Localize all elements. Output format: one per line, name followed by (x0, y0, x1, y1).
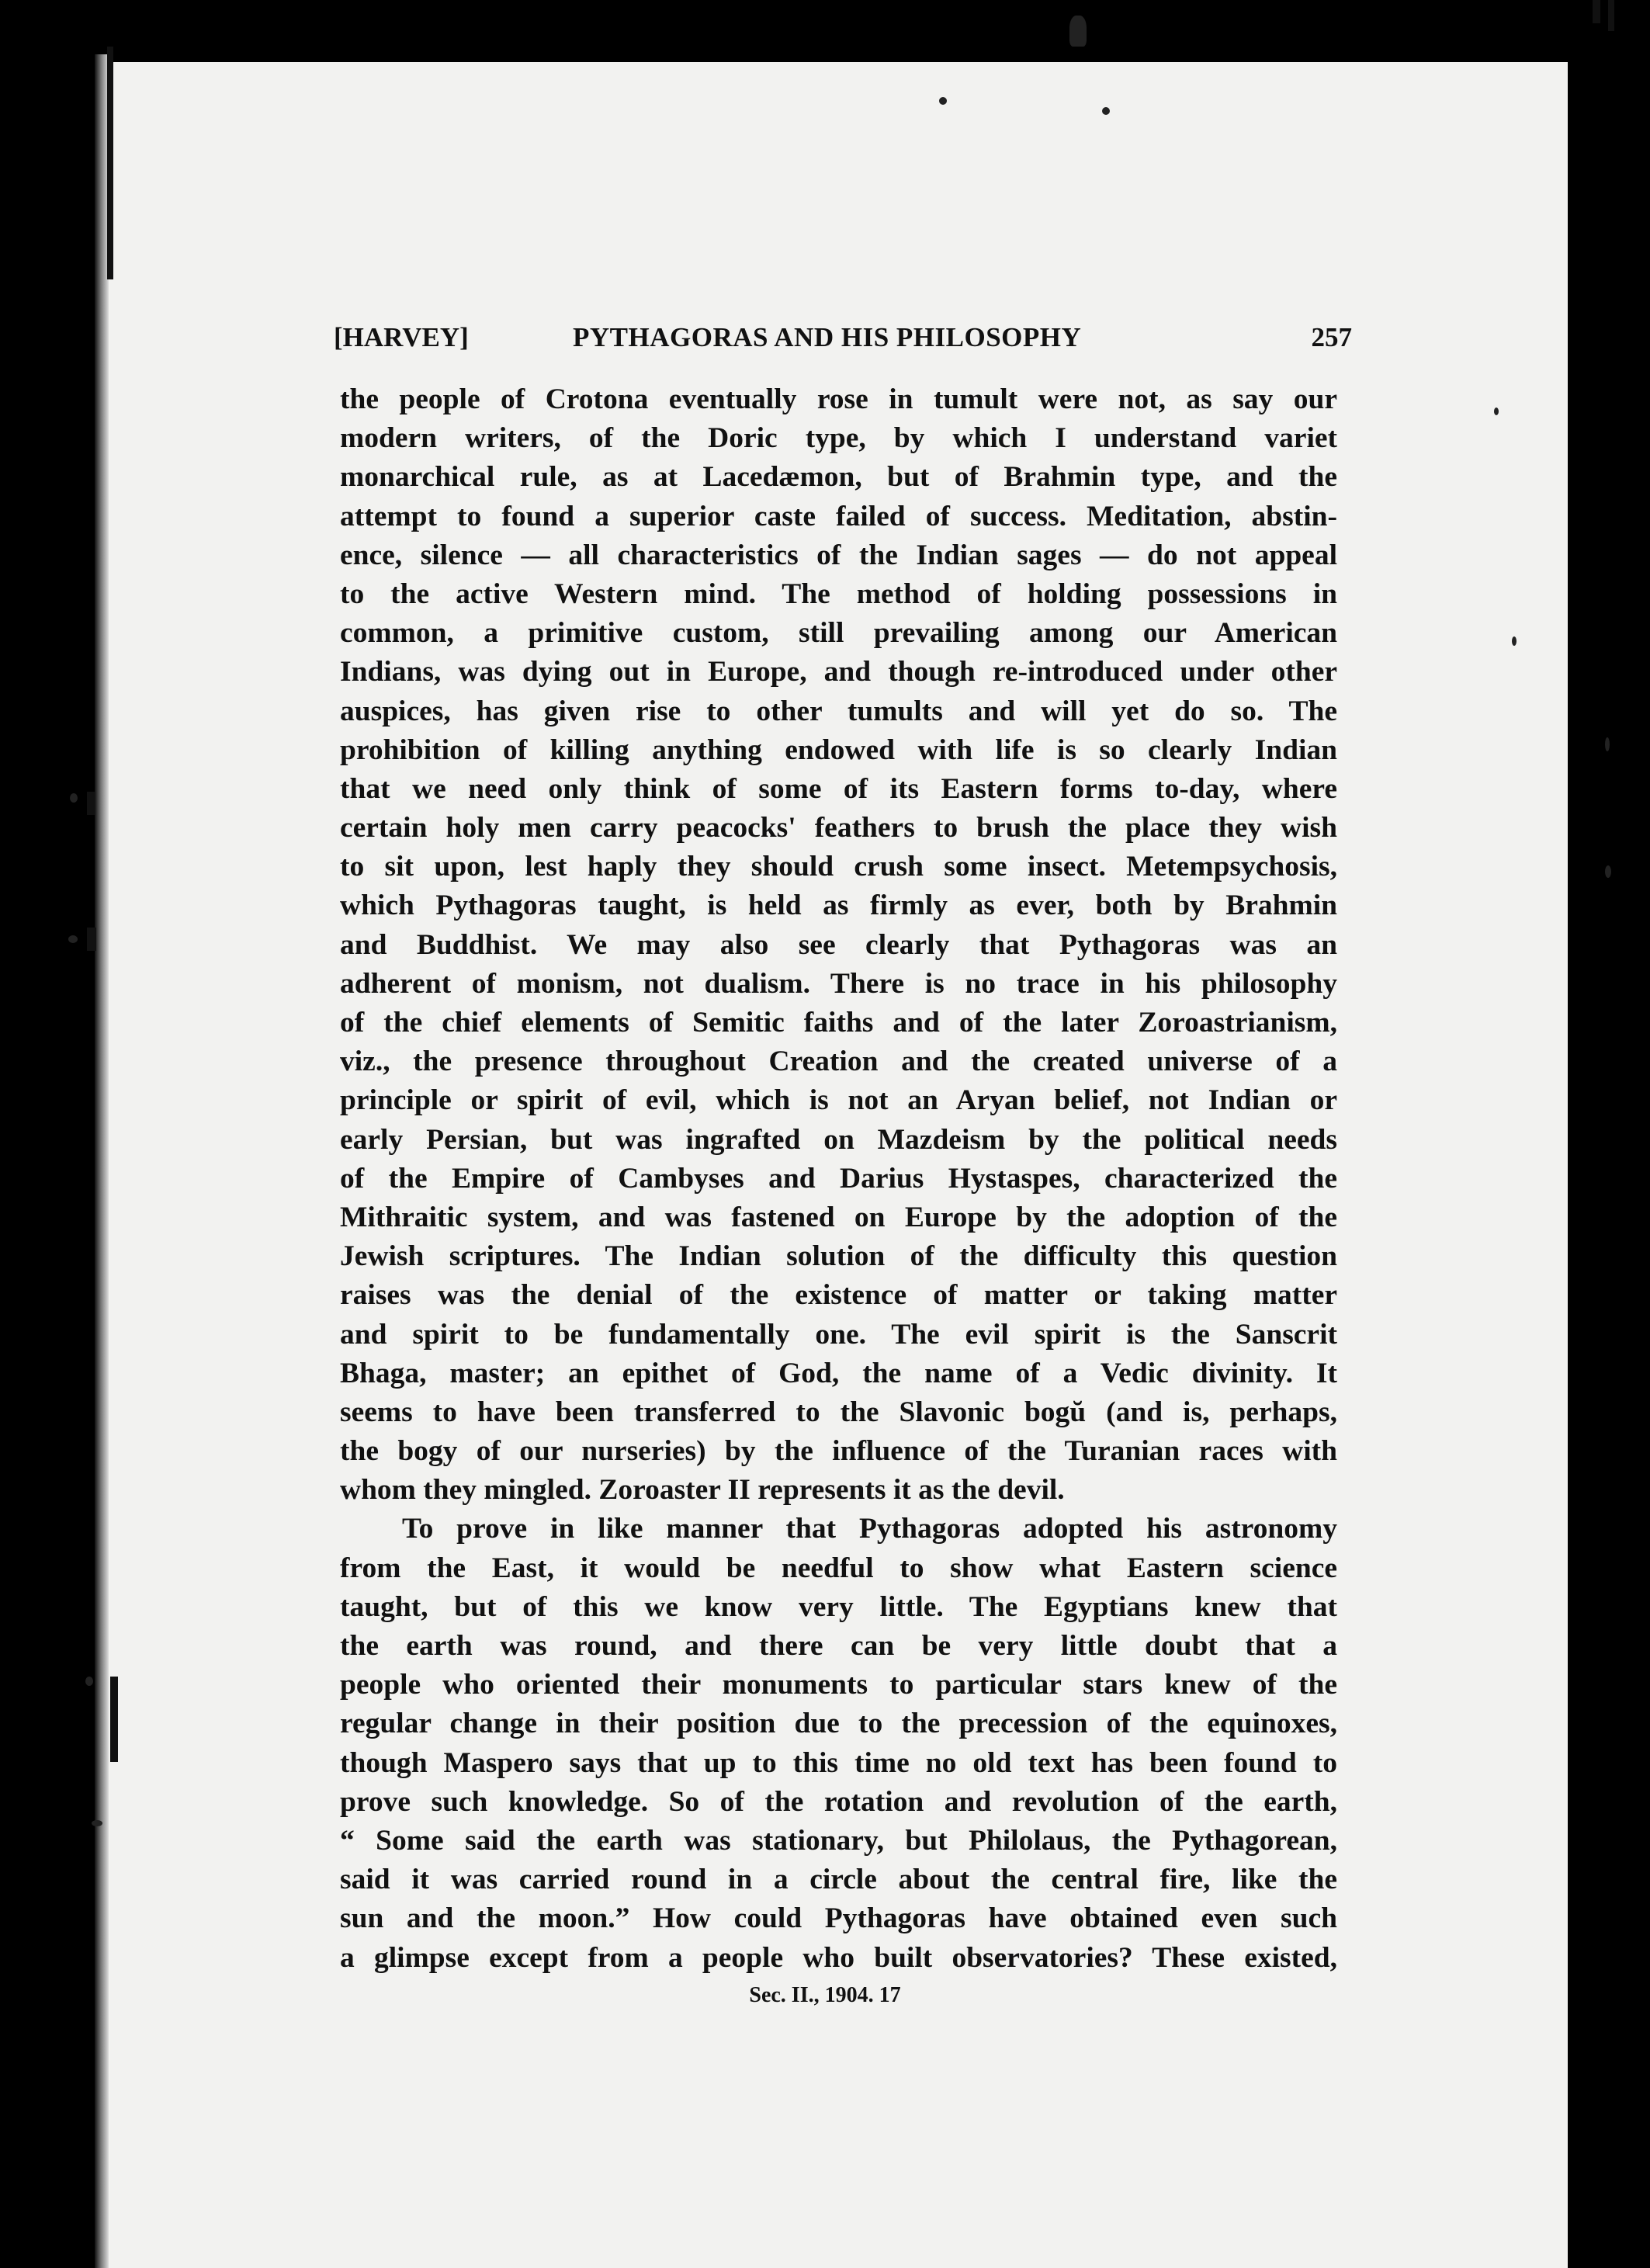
text-line: whom they mingled. Zoroaster II represents it as the devil. (340, 1474, 1065, 1507)
binding-edge (95, 54, 109, 2268)
text-line: common, a primitive custom, still prevailing among our American (340, 617, 1337, 650)
margin-mark (87, 928, 96, 951)
text-line: the bogy of our nurseries) by the influence of the Turanian races with (340, 1435, 1337, 1468)
text-line: raises was the denial of the existence of matter or taking matter (340, 1279, 1337, 1312)
margin-mark (1593, 0, 1600, 23)
paragraph (340, 1510, 1337, 1977)
text-line: to the active Western mind. The method of holding possessions in (340, 577, 1337, 610)
text-line: and spirit to be fundamentally one. The evil spirit is the Sanscrit (340, 1318, 1337, 1351)
text-line: from the East, it would be needful to show what Eastern science (340, 1552, 1337, 1584)
running-head-author: [HARVEY] (334, 322, 469, 352)
text-line: said it was carried round in a circle about the central fire, like the (340, 1864, 1337, 1896)
text-line: To prove in like manner that Pythagoras adopted his astronomy (402, 1513, 1337, 1545)
text-line: prove such knowledge. So of the rotation and revolution of the earth, (340, 1785, 1337, 1818)
text-line: Bhaga, master; an epithet of God, the name of a Vedic divinity. It (340, 1357, 1337, 1389)
margin-mark (1608, 0, 1614, 31)
text-line: certain holy men carry peacocks' feathers to brush the place they wish (340, 812, 1337, 844)
scan-speck (1605, 737, 1610, 751)
paragraph (340, 380, 1337, 1510)
scan-speck (85, 1677, 93, 1686)
text-line: of the chief elements of Semitic faiths and of the later Zoroastrianism, (340, 1007, 1337, 1039)
text-line: the earth was round, and there can be very little doubt that a (340, 1630, 1337, 1662)
text-line: auspices, has given rise to other tumults and will yet do so. The (340, 695, 1337, 727)
margin-mark (110, 1677, 118, 1762)
text-line: the people of Crotona eventually rose in tumult were not, as say our (340, 383, 1337, 415)
text-line: regular change in their position due to the precession of the equinoxes, (340, 1708, 1337, 1740)
scan-speck (1605, 865, 1611, 878)
text-line: adherent of monism, not dualism. There is no trace in his philosophy (340, 967, 1337, 1000)
signature-mark: Sec. II., 1904. 17 (749, 1983, 901, 2007)
text-line: Indians, was dying out in Europe, and though re-introduced under other (340, 656, 1337, 688)
margin-mark (107, 47, 113, 279)
text-line: people who oriented their monuments to particular stars knew of the (340, 1669, 1337, 1701)
body-text (340, 380, 1337, 1978)
text-line: Mithraitic system, and was fastened on Europe by the adoption of the (340, 1201, 1337, 1233)
text-line: attempt to found a superior caste failed of success. Meditation, abstin- (340, 500, 1337, 532)
scan-speck (70, 793, 78, 803)
text-line: modern writers, of the Doric type, by which I understand variet (340, 422, 1337, 455)
text-line: of the Empire of Cambyses and Darius Hystaspes, characterized the (340, 1162, 1337, 1195)
scan-speck (1494, 407, 1499, 415)
text-line: to sit upon, lest haply they should crush some insect. Metempsychosis, (340, 851, 1337, 883)
text-line: prohibition of killing anything endowed with life is so clearly Indian (340, 733, 1337, 766)
text-line: principle or spirit of evil, which is not an Aryan belief, not Indian or (340, 1084, 1337, 1117)
text-line: viz., the presence throughout Creation and the created universe of a (340, 1046, 1337, 1078)
text-line: and Buddhist. We may also see clearly that Pythagoras was an (340, 928, 1337, 961)
text-line: sun and the moon.” How could Pythagoras have obtained even such (340, 1902, 1337, 1935)
scan-speck (939, 97, 947, 105)
page-number: 257 (1311, 322, 1352, 352)
text-line: ence, silence — all characteristics of the Indian sages — do not appeal (340, 539, 1337, 571)
scan-speck (1069, 16, 1087, 47)
text-line: though Maspero says that up to this time no old text has been found to (340, 1746, 1337, 1779)
text-line: seems to have been transferred to the Slavonic bogŭ (and is, perhaps, (340, 1396, 1337, 1428)
scan-speck (1512, 636, 1517, 646)
running-head (334, 322, 1352, 361)
running-head-title: PYTHAGORAS AND HIS PHILOSOPHY (573, 322, 1082, 352)
text-line: Jewish scriptures. The Indian solution of the difficulty this question (340, 1240, 1337, 1273)
text-line: taught, but of this we know very little. The Egyptians knew that (340, 1590, 1337, 1623)
text-line: that we need only think of some of its Eastern forms to-day, where (340, 772, 1337, 805)
scan-speck (1102, 107, 1110, 115)
scan-speck (68, 935, 78, 943)
text-line: early Persian, but was ingrafted on Mazdeism by the political needs (340, 1123, 1337, 1156)
text-line: monarchical rule, as at Lacedæmon, but of Brahmin type, and the (340, 461, 1337, 494)
text-line: a glimpse except from a people who built observatories? These existed, (340, 1941, 1337, 1974)
text-line: which Pythagoras taught, is held as firmly as ever, both by Brahmin (340, 890, 1337, 922)
text-line: “ Some said the earth was stationary, but Philolaus, the Pythagorean, (340, 1824, 1337, 1857)
margin-mark (87, 792, 95, 815)
scan-speck (92, 1820, 102, 1826)
